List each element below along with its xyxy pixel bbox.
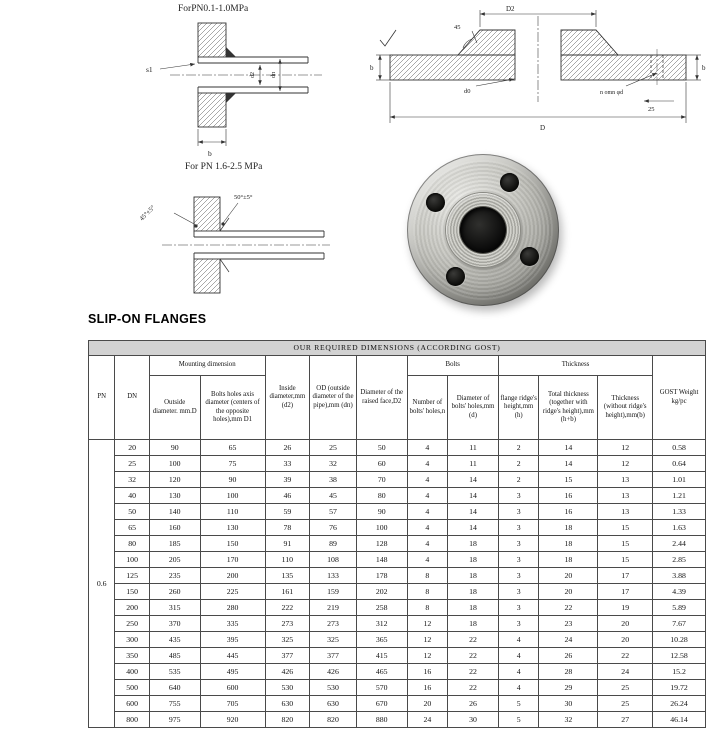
table-cell: 200 <box>200 568 265 584</box>
table-row <box>89 440 706 456</box>
thickness-b-right-label: b <box>702 64 706 72</box>
table-cell: 4 <box>407 520 448 536</box>
table-cell: 435 <box>149 632 200 648</box>
table-cell: 3.88 <box>653 568 706 584</box>
table-cell: 14 <box>448 520 499 536</box>
table-cell: 325 <box>310 632 357 648</box>
table-cell: 100 <box>149 456 200 472</box>
table-row <box>89 584 706 600</box>
angle-45-label: 45°±5° <box>138 204 157 223</box>
table-cell: 89 <box>310 536 357 552</box>
col-header-total-thickness: Total thickness (together with ridge's height),mm (h+b) <box>539 376 598 440</box>
table-cell: 222 <box>265 600 310 616</box>
table-cell: 3 <box>498 616 539 632</box>
table-cell: 17 <box>598 568 653 584</box>
table-cell: 65 <box>200 440 265 456</box>
table-cell: 46.14 <box>653 712 706 728</box>
table-cell: 16 <box>407 680 448 696</box>
col-header-inside-diameter: Inside diameter,mm (d2) <box>265 356 310 440</box>
table-cell: 140 <box>149 504 200 520</box>
table-cell: 60 <box>356 456 407 472</box>
table-cell: 100 <box>200 488 265 504</box>
table-cell: 2.85 <box>653 552 706 568</box>
dn-cell: 400 <box>115 664 149 680</box>
table-cell: 3 <box>498 584 539 600</box>
table-cell: 25 <box>310 440 357 456</box>
table-cell: 3 <box>498 504 539 520</box>
table-cell: 185 <box>149 536 200 552</box>
dn-cell: 150 <box>115 584 149 600</box>
table-row <box>89 552 706 568</box>
table-cell: 20 <box>539 584 598 600</box>
col-header-thickness-without-ridge: Thickness (without ridge's height),mm(b) <box>598 376 653 440</box>
table-cell: 25 <box>598 680 653 696</box>
dn-cell: 300 <box>115 632 149 648</box>
table-cell: 975 <box>149 712 200 728</box>
table-cell: 28 <box>539 664 598 680</box>
table-cell: 820 <box>265 712 310 728</box>
table-row <box>89 568 706 584</box>
table-cell: 91 <box>265 536 310 552</box>
table-cell: 39 <box>265 472 310 488</box>
drawing1-caption: ForPN0.1-1.0MPa <box>178 4 249 14</box>
table-cell: 12 <box>598 456 653 472</box>
table-cell: 202 <box>356 584 407 600</box>
bore-d0-label: d0 <box>464 88 471 95</box>
table-cell: 19.72 <box>653 680 706 696</box>
dn-cell: 250 <box>115 616 149 632</box>
dn-cell: 125 <box>115 568 149 584</box>
table-cell: 280 <box>200 600 265 616</box>
table-cell: 160 <box>149 520 200 536</box>
table-cell: 15 <box>598 536 653 552</box>
table-row <box>89 712 706 728</box>
table-cell: 4 <box>407 472 448 488</box>
table-cell: 20 <box>539 568 598 584</box>
table-cell: 8 <box>407 600 448 616</box>
dn-cell: 500 <box>115 680 149 696</box>
table-cell: 15 <box>539 472 598 488</box>
dn-cell: 600 <box>115 696 149 712</box>
table-cell: 4 <box>407 456 448 472</box>
table-cell: 530 <box>265 680 310 696</box>
table-cell: 640 <box>149 680 200 696</box>
table-cell: 325 <box>265 632 310 648</box>
flange-section-drawing-high-pn <box>122 175 336 307</box>
table-cell: 273 <box>265 616 310 632</box>
table-cell: 70 <box>356 472 407 488</box>
table-cell: 78 <box>265 520 310 536</box>
dimensions-table <box>88 340 706 728</box>
table-cell: 32 <box>310 456 357 472</box>
table-row <box>89 632 706 648</box>
table-cell: 2 <box>498 456 539 472</box>
weld-mark-top <box>226 47 236 57</box>
table-cell: 18 <box>448 616 499 632</box>
dn-cell: 20 <box>115 440 149 456</box>
table-cell: 2.44 <box>653 536 706 552</box>
table-cell: 148 <box>356 552 407 568</box>
table-cell: 13 <box>598 504 653 520</box>
table-cell: 13 <box>598 472 653 488</box>
table-cell: 1.63 <box>653 520 706 536</box>
table-cell: 18 <box>448 584 499 600</box>
table-row <box>89 472 706 488</box>
table-cell: 485 <box>149 648 200 664</box>
table-cell: 4 <box>498 680 539 696</box>
table-cell: 76 <box>310 520 357 536</box>
table-row <box>89 664 706 680</box>
col-header-outside-diameter: Outside diameter. mm.D <box>149 376 200 440</box>
leader-dot-right <box>221 222 224 225</box>
table-cell: 880 <box>356 712 407 728</box>
table-cell: 670 <box>356 696 407 712</box>
table-cell: 465 <box>356 664 407 680</box>
dn-cell: 65 <box>115 520 149 536</box>
table-cell: 46 <box>265 488 310 504</box>
dn-cell: 200 <box>115 600 149 616</box>
col-header-bolt-axis: Bolts holes axis diameter (centers of the opposite holes),mm D1 <box>200 376 265 440</box>
table-cell: 26 <box>448 696 499 712</box>
table-cell: 38 <box>310 472 357 488</box>
table-cell: 3 <box>498 568 539 584</box>
angle-50-label: 50°±5° <box>234 194 253 201</box>
group-header-thickness: Thickness <box>498 356 652 376</box>
table-cell: 120 <box>149 472 200 488</box>
dn-cell: 50 <box>115 504 149 520</box>
table-cell: 17 <box>598 584 653 600</box>
table-cell: 260 <box>149 584 200 600</box>
table-cell: 755 <box>149 696 200 712</box>
group-header-bolts: Bolts <box>407 356 498 376</box>
table-cell: 90 <box>149 440 200 456</box>
table-row <box>89 616 706 632</box>
thickness-b-label: b <box>208 149 212 158</box>
table-cell: 5.89 <box>653 600 706 616</box>
table-cell: 225 <box>200 584 265 600</box>
table-cell: 18 <box>539 520 598 536</box>
drawing3-caption: For PN 1.6-2.5 MPa <box>185 162 263 172</box>
table-cell: 377 <box>265 648 310 664</box>
table-cell: 16 <box>539 488 598 504</box>
table-cell: 159 <box>310 584 357 600</box>
table-cell: 12 <box>598 440 653 456</box>
dn-cell: 350 <box>115 648 149 664</box>
outer-diameter-d-label: D <box>540 124 546 132</box>
table-cell: 15 <box>598 520 653 536</box>
col-header-od-pipe: OD (outside diameter of the pipe),mm (dп) <box>310 356 357 440</box>
bolt-hole <box>446 267 465 286</box>
dn-cell: 80 <box>115 536 149 552</box>
dim-25-label: 25 <box>648 106 655 113</box>
table-cell: 90 <box>356 504 407 520</box>
table-body <box>89 440 706 728</box>
table-cell: 12 <box>407 648 448 664</box>
table-cell: 1.21 <box>653 488 706 504</box>
table-cell: 18 <box>448 600 499 616</box>
table-cell: 50 <box>356 440 407 456</box>
col-header-bolt-hole-diameter: Diameter of bolts' holes,mm (d) <box>448 376 499 440</box>
table-row <box>89 488 706 504</box>
surface-finish-icon <box>380 30 396 46</box>
table-cell: 495 <box>200 664 265 680</box>
table-cell: 5 <box>498 696 539 712</box>
table-title-row <box>89 341 706 356</box>
table-cell: 312 <box>356 616 407 632</box>
bolt-hole <box>520 247 539 266</box>
table-cell: 15 <box>598 552 653 568</box>
table-cell: 14 <box>448 488 499 504</box>
table-row <box>89 536 706 552</box>
table-cell: 161 <box>265 584 310 600</box>
table-cell: 630 <box>310 696 357 712</box>
table-cell: 600 <box>200 680 265 696</box>
table-cell: 26 <box>265 440 310 456</box>
table-cell: 4 <box>407 440 448 456</box>
table-cell: 377 <box>310 648 357 664</box>
table-cell: 25 <box>598 696 653 712</box>
dn-cell: 100 <box>115 552 149 568</box>
table-cell: 11 <box>448 440 499 456</box>
table-cell: 18 <box>539 552 598 568</box>
table-cell: 15.2 <box>653 664 706 680</box>
table-cell: 14 <box>448 472 499 488</box>
table-cell: 1.01 <box>653 472 706 488</box>
table-cell: 2 <box>498 440 539 456</box>
table-cell: 10.28 <box>653 632 706 648</box>
table-cell: 22 <box>448 632 499 648</box>
table-cell: 14 <box>539 456 598 472</box>
table-cell: 8 <box>407 568 448 584</box>
table-cell: 8 <box>407 584 448 600</box>
table-cell: 426 <box>310 664 357 680</box>
table-cell: 24 <box>598 664 653 680</box>
col-header-ridge-height: flange ridge's height,mm (h) <box>498 376 539 440</box>
table-cell: 4 <box>407 488 448 504</box>
group-header-mounting: Mounting dimension <box>149 356 265 376</box>
table-row <box>89 680 706 696</box>
table-cell: 820 <box>310 712 357 728</box>
table-cell: 4 <box>407 552 448 568</box>
table-cell: 426 <box>265 664 310 680</box>
table-cell: 16 <box>539 504 598 520</box>
table-cell: 133 <box>310 568 357 584</box>
pn-value-cell: 0.6 <box>89 440 115 728</box>
table-cell: 4 <box>407 536 448 552</box>
table-cell: 415 <box>356 648 407 664</box>
weld-mark-bottom <box>226 93 236 103</box>
table-cell: 4 <box>407 504 448 520</box>
col-header-raised-face: Diameter of the raised face,D2 <box>356 356 407 440</box>
weld-size-label: s1 <box>146 65 153 74</box>
table-cell: 22 <box>448 648 499 664</box>
table-cell: 4 <box>498 648 539 664</box>
dn-cell: 32 <box>115 472 149 488</box>
table-cell: 3 <box>498 520 539 536</box>
table-cell: 14 <box>539 440 598 456</box>
dn-cell: 40 <box>115 488 149 504</box>
table-cell: 530 <box>310 680 357 696</box>
table-cell: 1.33 <box>653 504 706 520</box>
col-header-weight: GOST Weight kg/pc <box>653 356 706 440</box>
table-cell: 27 <box>598 712 653 728</box>
table-cell: 20 <box>598 632 653 648</box>
d2-dimension-label: D2 <box>506 5 515 13</box>
table-cell: 59 <box>265 504 310 520</box>
table-cell: 7.67 <box>653 616 706 632</box>
flange-photo-disc <box>407 154 559 306</box>
table-cell: 12.58 <box>653 648 706 664</box>
table-cell: 22 <box>598 648 653 664</box>
table-row <box>89 600 706 616</box>
table-group-header-row <box>89 356 706 376</box>
table-cell: 30 <box>539 696 598 712</box>
inner-diameter-label: d2 <box>250 72 256 78</box>
table-cell: 205 <box>149 552 200 568</box>
table-cell: 12 <box>407 632 448 648</box>
table-cell: 235 <box>149 568 200 584</box>
bolt-hole <box>426 193 445 212</box>
table-cell: 22 <box>448 664 499 680</box>
table-cell: 335 <box>200 616 265 632</box>
table-row <box>89 648 706 664</box>
table-cell: 26 <box>539 648 598 664</box>
table-cell: 130 <box>200 520 265 536</box>
pipe-diameter-label: dп <box>271 71 277 79</box>
dn-cell: 25 <box>115 456 149 472</box>
table-cell: 0.58 <box>653 440 706 456</box>
table-cell: 26.24 <box>653 696 706 712</box>
table-cell: 33 <box>265 456 310 472</box>
col-header-pn: PN <box>89 356 115 440</box>
table-cell: 22 <box>448 680 499 696</box>
table-cell: 170 <box>200 552 265 568</box>
page-title: SLIP-ON FLANGES <box>88 312 207 326</box>
table-row <box>89 456 706 472</box>
table-cell: 29 <box>539 680 598 696</box>
table-cell: 45 <box>310 488 357 504</box>
table-cell: 3 <box>498 600 539 616</box>
col-header-dn: DN <box>115 356 149 440</box>
table-cell: 18 <box>448 536 499 552</box>
table-cell: 0.64 <box>653 456 706 472</box>
flange-photo <box>405 152 565 310</box>
table-cell: 630 <box>265 696 310 712</box>
table-cell: 20 <box>407 696 448 712</box>
flange-section-drawing-dimensioned <box>368 0 710 138</box>
table-row <box>89 520 706 536</box>
bolt-hole <box>500 173 519 192</box>
flange-bore <box>460 207 506 253</box>
table-cell: 75 <box>200 456 265 472</box>
table-cell: 370 <box>149 616 200 632</box>
table-cell: 445 <box>200 648 265 664</box>
table-cell: 30 <box>448 712 499 728</box>
table-cell: 18 <box>448 568 499 584</box>
table-cell: 3 <box>498 488 539 504</box>
table-cell: 23 <box>539 616 598 632</box>
table-cell: 20 <box>598 616 653 632</box>
table-cell: 178 <box>356 568 407 584</box>
table-cell: 315 <box>149 600 200 616</box>
table-cell: 4 <box>498 632 539 648</box>
table-cell: 535 <box>149 664 200 680</box>
table-cell: 4.39 <box>653 584 706 600</box>
table-cell: 150 <box>200 536 265 552</box>
table-cell: 920 <box>200 712 265 728</box>
bolt-holes-note-label: n omn φd <box>600 90 624 96</box>
table-cell: 100 <box>356 520 407 536</box>
col-header-bolt-count: Number of bolts' holes,n <box>407 376 448 440</box>
table-cell: 32 <box>539 712 598 728</box>
table-cell: 24 <box>407 712 448 728</box>
flange-section-drawing-low-pn <box>140 15 340 163</box>
table-cell: 19 <box>598 600 653 616</box>
table-cell: 18 <box>448 552 499 568</box>
table-cell: 110 <box>265 552 310 568</box>
table-cell: 395 <box>200 632 265 648</box>
table-cell: 258 <box>356 600 407 616</box>
table-cell: 705 <box>200 696 265 712</box>
table-cell: 128 <box>356 536 407 552</box>
table-cell: 22 <box>539 600 598 616</box>
table-cell: 5 <box>498 712 539 728</box>
table-cell: 12 <box>407 616 448 632</box>
table-cell: 16 <box>407 664 448 680</box>
thickness-b-left-label: b <box>370 64 374 72</box>
chamfer-angle-label: 45 <box>454 24 461 31</box>
table-cell: 3 <box>498 536 539 552</box>
table-row <box>89 504 706 520</box>
table-cell: 110 <box>200 504 265 520</box>
table-cell: 135 <box>265 568 310 584</box>
table-cell: 570 <box>356 680 407 696</box>
table-cell: 14 <box>448 504 499 520</box>
leader-dot-left <box>194 224 197 227</box>
table-cell: 4 <box>498 664 539 680</box>
table-cell: 80 <box>356 488 407 504</box>
table-cell: 11 <box>448 456 499 472</box>
dn-cell: 800 <box>115 712 149 728</box>
table-cell: 108 <box>310 552 357 568</box>
table-cell: 273 <box>310 616 357 632</box>
table-cell: 219 <box>310 600 357 616</box>
table-title: OUR REQUIRED DIMENSIONS (ACCORDING GOST) <box>89 341 706 356</box>
table-cell: 365 <box>356 632 407 648</box>
table-cell: 90 <box>200 472 265 488</box>
table-cell: 24 <box>539 632 598 648</box>
table-cell: 13 <box>598 488 653 504</box>
table-row <box>89 696 706 712</box>
table-cell: 130 <box>149 488 200 504</box>
table-cell: 3 <box>498 552 539 568</box>
table-cell: 18 <box>539 536 598 552</box>
table-cell: 57 <box>310 504 357 520</box>
table-cell: 2 <box>498 472 539 488</box>
